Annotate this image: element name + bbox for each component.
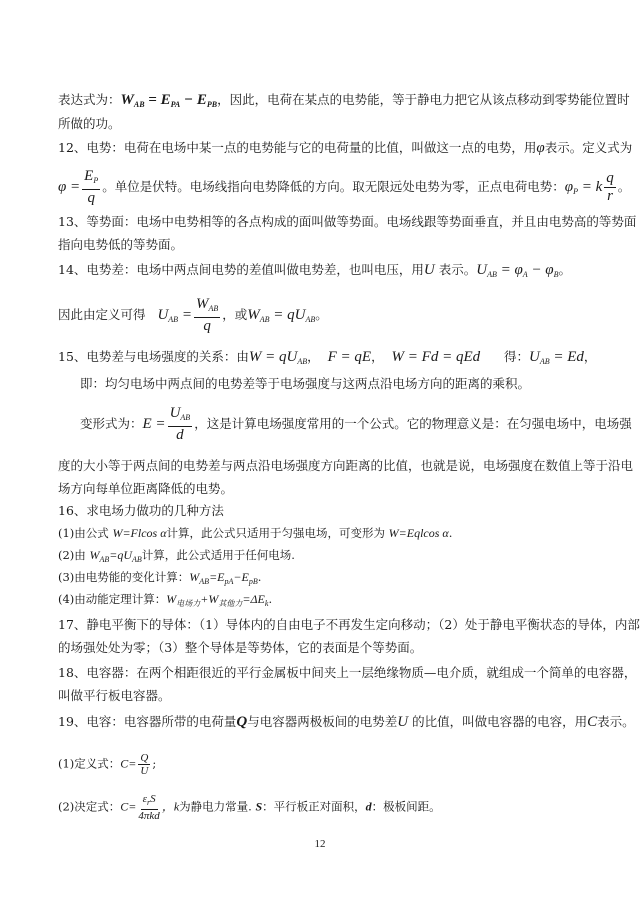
- text: 14、电势差：电场中两点间电势的差值叫做电势差，也叫电压，用: [58, 262, 424, 277]
- subscript: AB: [168, 315, 179, 324]
- denominator: d: [176, 427, 184, 443]
- symbol: S: [255, 799, 263, 814]
- formula: E =: [142, 416, 166, 432]
- subscript: AB: [539, 357, 550, 366]
- text: 12、电势：电荷在电场中某一点的电势能与它的电荷量的比值，叫做这一点的电势，用: [58, 140, 537, 155]
- symbol: − E: [180, 92, 207, 108]
- subscript: PB: [206, 100, 218, 109]
- symbol: W: [120, 92, 134, 108]
- subscript: AB: [208, 304, 219, 313]
- text: (2)决定式：: [58, 799, 121, 814]
- symbol: ε: [142, 793, 147, 805]
- formula: [89, 548, 141, 562]
- method-3: [58, 569, 261, 590]
- symbol: = qU: [269, 307, 306, 323]
- text: 19、电容：电容器所带的电荷量: [58, 714, 237, 729]
- symbol: U: [157, 307, 169, 323]
- formula: W = Fd = qEd: [391, 349, 481, 365]
- text: ，或: [222, 307, 248, 322]
- text: 计算，此公式适用于任何电场.: [141, 548, 295, 562]
- symbol: +W: [200, 592, 219, 606]
- symbol: ，k: [161, 799, 180, 814]
- section-14: [58, 262, 571, 283]
- text: 表达式为：: [58, 92, 121, 107]
- formula: W=Flcos α: [112, 526, 167, 540]
- text: (2)由: [58, 548, 90, 562]
- symbol: U: [169, 405, 181, 421]
- symbol: =ΔE: [242, 592, 265, 606]
- section-15: [58, 349, 596, 370]
- subscript: AB: [259, 315, 270, 324]
- formula: [189, 570, 257, 584]
- method-2: [58, 547, 295, 568]
- subscript: P: [573, 187, 578, 196]
- denominator: r: [607, 188, 613, 204]
- symbol: E: [84, 168, 94, 184]
- subscript: A: [522, 270, 528, 279]
- symbol: −E: [233, 570, 249, 584]
- formula: [529, 349, 584, 365]
- text: 的比值，叫做电容器的电容，用: [408, 714, 588, 729]
- formula: φ =: [58, 179, 81, 195]
- symbol: − φ: [527, 262, 554, 278]
- fraction: [138, 752, 150, 777]
- subscript: AB: [133, 100, 145, 109]
- subscript: P: [93, 176, 99, 185]
- section-18: 18、电容器：在两个相距很近的平行金属板中间夹上一层绝缘物质—电介质，就组成一个简单的电容器，: [58, 665, 637, 680]
- formula: [166, 592, 268, 606]
- formula: W=Eqlcos α: [388, 526, 449, 540]
- subscript: AB: [297, 357, 308, 366]
- denominator: q: [203, 318, 211, 334]
- text: 。: [558, 262, 572, 277]
- formula: [476, 262, 558, 278]
- formula: F = qE: [327, 349, 372, 365]
- section-13: 13、等势面：电场中电势相等的各点构成的面叫做等势面。电场线跟等势面垂直，并且由电势高的等势面: [58, 214, 637, 229]
- text-line: [58, 296, 328, 335]
- symbol: φ: [564, 179, 574, 195]
- formula: [247, 307, 315, 323]
- subscript: PA: [170, 100, 181, 109]
- formula: [249, 349, 307, 365]
- symbol: = k: [577, 179, 603, 195]
- symbol: U: [423, 262, 435, 278]
- text: .: [448, 526, 453, 540]
- symbol: W: [195, 296, 209, 312]
- text: ：平行板正对面积，: [262, 799, 366, 814]
- text: ，: [583, 349, 597, 364]
- numerator: Q: [140, 752, 149, 764]
- text: 与电容器两极板间的电势差: [247, 714, 398, 729]
- symbol: U: [397, 714, 409, 730]
- symbol: W: [189, 570, 200, 584]
- text: (3)由电势能的变化计算：: [58, 570, 190, 584]
- text: 表示。: [597, 714, 635, 729]
- text: ，这是计算电场强度常用的一个公式。它的物理意义是：在匀强电场中，电场强: [194, 416, 632, 431]
- numerator: [168, 405, 193, 427]
- formula: C=: [120, 756, 137, 771]
- subscript: pB: [248, 577, 258, 586]
- method-1: [58, 525, 452, 541]
- fraction: [168, 405, 193, 444]
- text-line: 叫做平行板电容器。: [58, 688, 171, 703]
- formula: [157, 307, 192, 323]
- symbol: Q: [236, 714, 248, 730]
- text: 变形式为：: [80, 416, 143, 431]
- fraction: [194, 296, 220, 335]
- text: (4)由动能定理计算：: [58, 592, 167, 606]
- subscript: B: [553, 270, 559, 279]
- text-line: 的场强处处为零；（3）整个导体是等势体，它的表面是个等势面。: [58, 640, 423, 655]
- section-12: [58, 140, 632, 156]
- section-19: [58, 714, 635, 730]
- symbol: W = qU: [248, 349, 298, 365]
- subscript: AB: [305, 315, 316, 324]
- symbol: =E: [209, 570, 225, 584]
- text-line: 度的大小等于两点间的电势差与两点沿电场强度方向距离的比值，也就是说，电场强度在数值上等于沿电: [58, 458, 634, 473]
- determining-formula: [58, 793, 441, 822]
- subscript: pA: [224, 577, 234, 586]
- formula: [565, 179, 602, 195]
- text: (1)定义式：: [58, 756, 121, 771]
- denominator: q: [87, 190, 95, 206]
- subscript: k: [264, 599, 269, 608]
- fraction: [138, 793, 159, 822]
- text: ，: [371, 349, 384, 364]
- page-number: 12: [314, 838, 326, 850]
- symbol: =qU: [109, 548, 132, 562]
- symbol: = E: [144, 92, 171, 108]
- text: 为静电力常量.: [179, 799, 252, 814]
- symbol: U: [476, 262, 488, 278]
- subscript: AB: [180, 413, 191, 422]
- definition-formula: [58, 752, 156, 777]
- subscript: AB: [99, 555, 110, 564]
- numerator: [194, 296, 220, 318]
- text: ;: [152, 756, 157, 771]
- text: 表示。定义式为: [544, 140, 633, 155]
- text: 因此由定义可得: [58, 307, 146, 322]
- text-line: [58, 168, 630, 207]
- section-17: 17、静电平衡下的导体：（1）导体内的自由电子不再发生定向移动；（2）处于静电平衡状态的导体，内部: [58, 617, 640, 632]
- text-line: 场方向每单位距离降低的电势。: [58, 481, 234, 496]
- method-4: [58, 591, 272, 612]
- text-line: 所做的功。: [58, 116, 121, 131]
- symbol: C: [587, 714, 598, 730]
- denominator: U: [140, 765, 149, 777]
- subscript: AB: [487, 270, 497, 279]
- fraction: [82, 168, 100, 207]
- text: 计算，此公式只适用于匀强电场，可变形为: [166, 526, 389, 540]
- text: ，: [307, 349, 320, 364]
- symbol: W: [247, 307, 260, 323]
- text: .: [268, 592, 273, 606]
- symbol: = Ed: [549, 349, 584, 365]
- subscript: 电场力: [176, 599, 201, 608]
- text: 15、电势差与电场强度的关系：由: [58, 349, 249, 364]
- subscript: AB: [199, 577, 210, 586]
- text-line: 指向电势低的等势面。: [58, 237, 184, 252]
- symbol: W: [166, 592, 177, 606]
- subscript: r: [146, 798, 151, 807]
- text: .: [257, 570, 262, 584]
- text: 表示。: [434, 262, 477, 277]
- numerator: [82, 168, 100, 190]
- text-line: [80, 405, 632, 444]
- denominator: 4πkd: [138, 810, 160, 822]
- numerator: q: [606, 170, 614, 186]
- text: ：极板间距。: [371, 799, 441, 814]
- fraction: [604, 170, 616, 205]
- text-line: [58, 92, 630, 113]
- symbol: d: [365, 799, 372, 814]
- symbol: U: [528, 349, 540, 365]
- text-line: 即：均匀电场中两点间的电势差等于电场强度与这两点沿电场方向的距离的乘积。: [80, 376, 531, 391]
- text: 。: [315, 307, 328, 322]
- text: 。单位是伏特。电场线指向电势降低的方向。取无限远处电势为零，正点电荷电势：: [102, 179, 565, 194]
- subscript: 其他力: [218, 599, 243, 608]
- formula: [121, 92, 218, 108]
- subscript: AB: [132, 555, 142, 564]
- symbol: φ: [536, 140, 545, 156]
- symbol: W: [89, 548, 100, 562]
- text: 得：: [503, 349, 529, 364]
- formula: C=: [120, 799, 137, 814]
- text: 。: [617, 179, 631, 194]
- symbol: = φ: [496, 262, 523, 278]
- text: ，因此，电荷在某点的电势能，等于静电力把它从该点移动到零势能位置时: [217, 92, 630, 107]
- symbol: =: [178, 307, 192, 323]
- text: (1)由公式: [58, 526, 113, 540]
- numerator: [141, 793, 158, 810]
- section-16: 16、求电场力做功的几种方法: [58, 503, 224, 518]
- symbol: S: [150, 793, 156, 805]
